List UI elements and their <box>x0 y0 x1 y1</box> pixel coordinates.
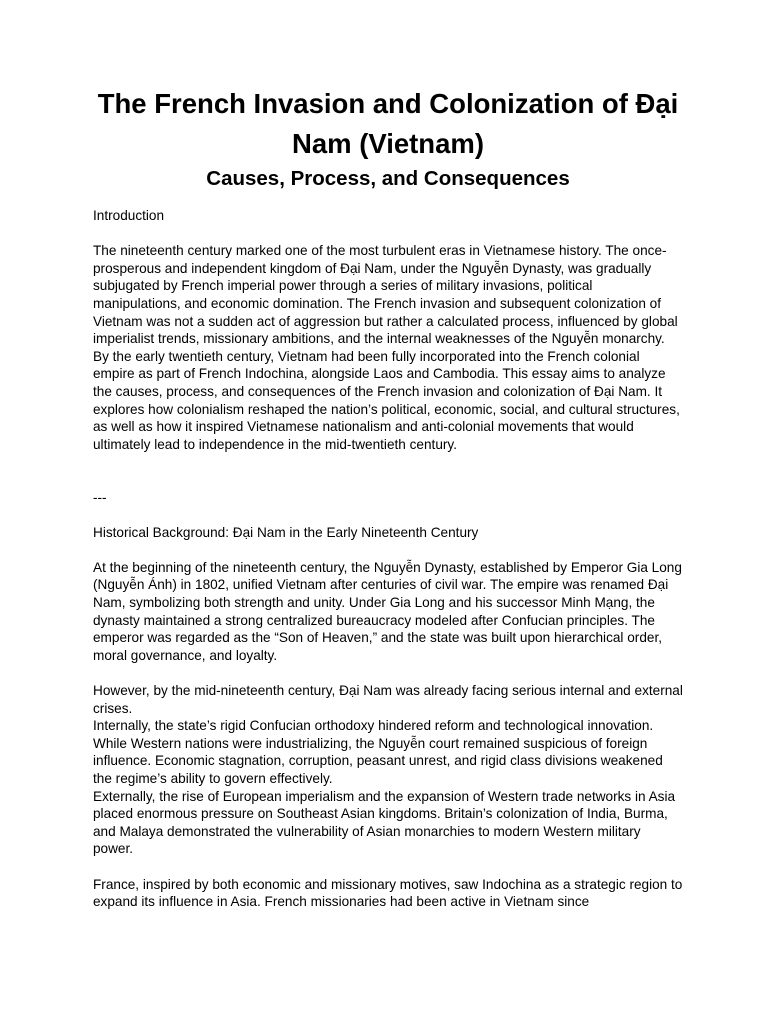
document-title: The French Invasion and Colonization of Đại Nam (Vietnam) <box>97 88 679 159</box>
intro-paragraph-2: By the early twentieth century, Vietnam had been fully incorporated into the French colonial empire as part of French Indochina, alongside Laos and Cambodia. This essay aims to analyze the causes, process, and consequences of the French invasion and colonization of Đại Nam. It explores how colonialism reshaped the nation’s political, economic, social, and cultural structures, as well as how it inspired Vietnamese nationalism and anti-colonial movements that would ultimately lead to independence in the mid-twentieth century. <box>93 348 680 452</box>
intro-heading: Introduction <box>93 208 165 223</box>
intro-paragraph-1: The nineteenth century marked one of the most turbulent eras in Vietnamese history. The once-prosperous and independent kingdom of Đại Nam, under the Nguyễn Dynasty, was gradually subjugated by French imperial power through a series of military invasions, political manipulations, and economic domination. The French invasion and subsequent colonization of Vietnam was not a sudden act of aggression but rather a calculated process, influenced by global imperialist trends, missionary ambitions, and the internal weaknesses of the Nguyễn monarchy. <box>93 243 678 347</box>
document-page <box>93 84 683 911</box>
background-heading: Historical Background: Đại Nam in the Early Nineteenth Century <box>93 524 479 540</box>
background-paragraph-2: However, by the mid-nineteenth century, Đại Nam was already facing serious internal and external crises. <box>93 683 683 716</box>
background-paragraph-1: At the beginning of the nineteenth century, the Nguyễn Dynasty, established by Emperor Gia Long (Nguyễn Ánh) in 1802, unified Vietnam after centuries of civil war. The empire was renamed Đại Nam, symbolizing both strength and unity. Under Gia Long and his successor Minh Mạng, the dynasty maintained a strong centralized bureaucracy modeled after Confucian principles. The emperor was regarded as the “Son of Heaven,” and the state was built upon hierarchical order, moral governance, and loyalty. <box>93 559 682 663</box>
background-paragraph-3: Internally, the state’s rigid Confucian orthodoxy hindered reform and technological innovation. While Western nations were industrializing, the Nguyễn court remained suspicious of foreign influence. Economic stagnation, corruption, peasant unrest, and rigid class divisions weakened the regime’s ability to govern effectively. <box>93 718 663 786</box>
background-paragraph-5: France, inspired by both economic and missionary motives, saw Indochina as a strategic region to expand its influence in Asia. French missionaries had been active in Vietnam since <box>93 876 683 910</box>
background-paragraph-4: Externally, the rise of European imperialism and the expansion of Western trade networks in Asia placed enormous pressure on Southeast Asian kingdoms. Britain’s colonization of India, Burma, and Malaya demonstrated the vulnerability of Asian monarchies to modern Western military power. <box>93 788 676 857</box>
document-subtitle: Causes, Process, and Consequences <box>206 167 570 190</box>
section-separator: --- <box>93 489 107 505</box>
